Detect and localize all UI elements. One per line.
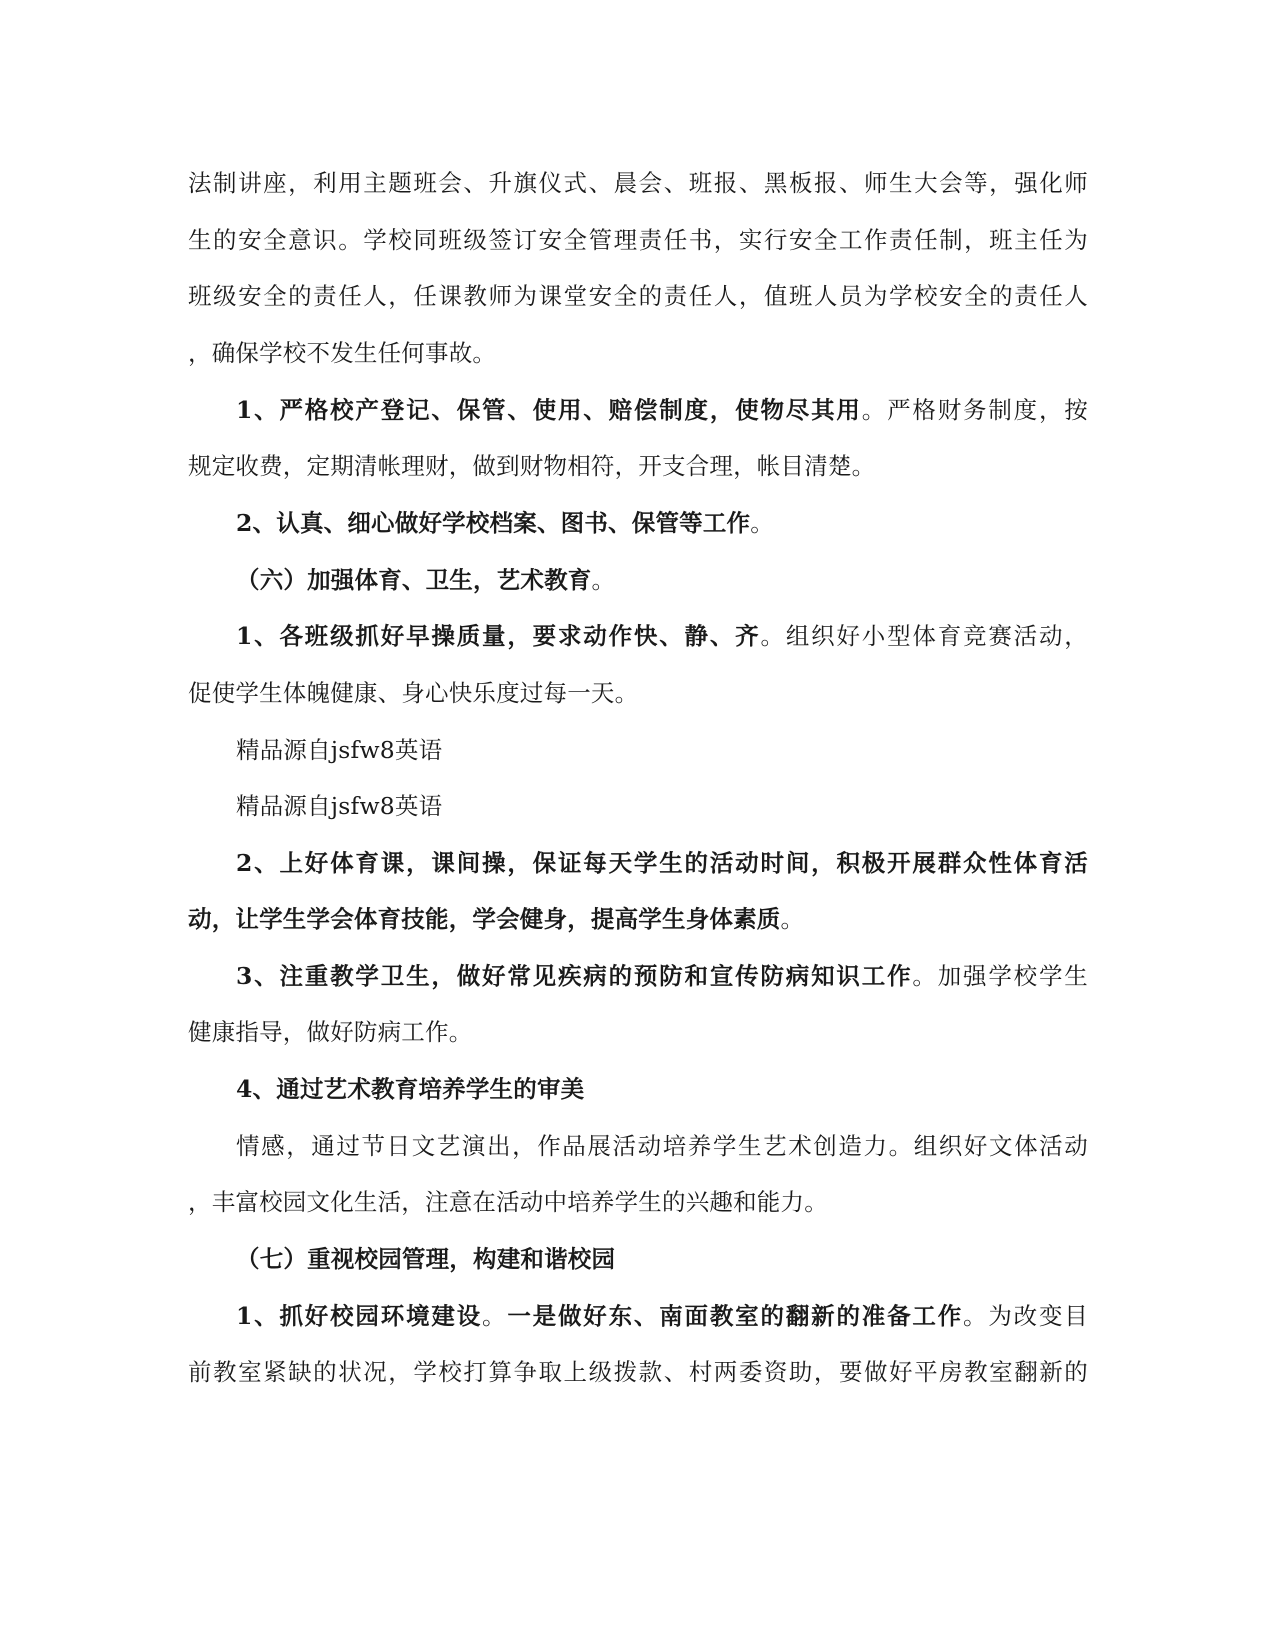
line-text: 促使学生体魄健康、身心快乐度过每一天。 [188, 679, 639, 707]
text-line [188, 1352, 1088, 1392]
line-text: 。 [591, 566, 616, 594]
line-text: ，丰富校园文化生活，注意在活动中培养学生的兴趣和能力。 [188, 1188, 828, 1216]
text-line [236, 503, 1088, 543]
text-line [188, 1182, 1088, 1222]
line-text: 健康指导，做好防病工作。 [188, 1018, 473, 1046]
line-text: 。组织好小型体育竞赛活动， [760, 622, 1088, 650]
source-note [236, 786, 1088, 826]
section-heading [236, 560, 1088, 600]
bold-heading: 1、各班级抓好早操质量，要求动作快、静、齐 [236, 622, 761, 650]
line-text: 班级安全的责任人，任课教师为课堂安全的责任人，值班人员为学校安全的责任人 [188, 282, 1088, 310]
text-line [188, 220, 1088, 260]
line-text: 生的安全意识。学校同班级签订安全管理责任书，实行安全工作责任制，班主任为 [188, 226, 1088, 254]
line-text: 法制讲座，利用主题班会、升旗仪式、晨会、班报、黑板报、师生大会等，强化师 [188, 169, 1088, 197]
line-text: 。为改变目 [963, 1302, 1088, 1330]
bold-heading: 动，让学生学会体育技能，学会健身，提高学生身体素质 [188, 905, 781, 933]
text-line [188, 333, 1088, 373]
bold-heading: （七）重视校园管理，构建和谐校园 [236, 1245, 616, 1273]
section-heading [236, 1239, 1088, 1279]
text-line [188, 276, 1088, 316]
bold-heading: 2、认真、细心做好学校档案、图书、保管等工作 [236, 509, 751, 537]
line-text: 精品源自jsfw8英语 [236, 792, 443, 820]
text-line [188, 899, 1088, 939]
text-line [236, 843, 1088, 883]
text-line [236, 1069, 1088, 1109]
text-line [188, 673, 1088, 713]
line-text: 。严格财务制度，按 [861, 396, 1088, 424]
line-text: 精品源自jsfw8英语 [236, 736, 443, 764]
line-text: 。加强学校学生 [912, 962, 1088, 990]
text-line [236, 1296, 1088, 1336]
bold-heading: 3、注重教学卫生，做好常见疾病的预防和宣传防病知识工作 [236, 962, 913, 990]
text-line [236, 1126, 1088, 1166]
bold-heading: 一是做好东、南面教室的翻新的准备工作 [507, 1302, 964, 1330]
line-text: 规定收费，定期清帐理财，做到财物相符，开支合理，帐目清楚。 [188, 452, 876, 480]
text-line [236, 616, 1088, 656]
line-text: 。 [482, 1302, 508, 1330]
source-note [236, 730, 1088, 770]
text-line [236, 390, 1088, 430]
bold-heading: 2、上好体育课，课间操，保证每天学生的活动时间，积极开展群众性体育活 [236, 849, 1088, 877]
line-text: 情感，通过节日文艺演出，作品展活动培养学生艺术创造力。组织好文体活动 [236, 1132, 1088, 1160]
line-text: ，确保学校不发生任何事故。 [188, 339, 497, 367]
text-line [188, 163, 1088, 203]
line-text: 。 [750, 509, 774, 537]
line-text: 前教室紧缺的状况，学校打算争取上级拨款、村两委资助，要做好平房教室翻新的 [188, 1358, 1088, 1386]
line-text: 。 [780, 905, 805, 933]
text-line [188, 446, 1088, 486]
text-line [188, 1012, 1088, 1052]
bold-heading: 1、严格校产登记、保管、使用、赔偿制度，使物尽其用 [236, 396, 862, 424]
bold-heading: 4、通过艺术教育培养学生的审美 [236, 1075, 585, 1103]
bold-heading: （六）加强体育、卫生，艺术教育 [236, 566, 592, 594]
text-line [236, 956, 1088, 996]
bold-heading: 1、抓好校园环境建设 [236, 1302, 483, 1330]
